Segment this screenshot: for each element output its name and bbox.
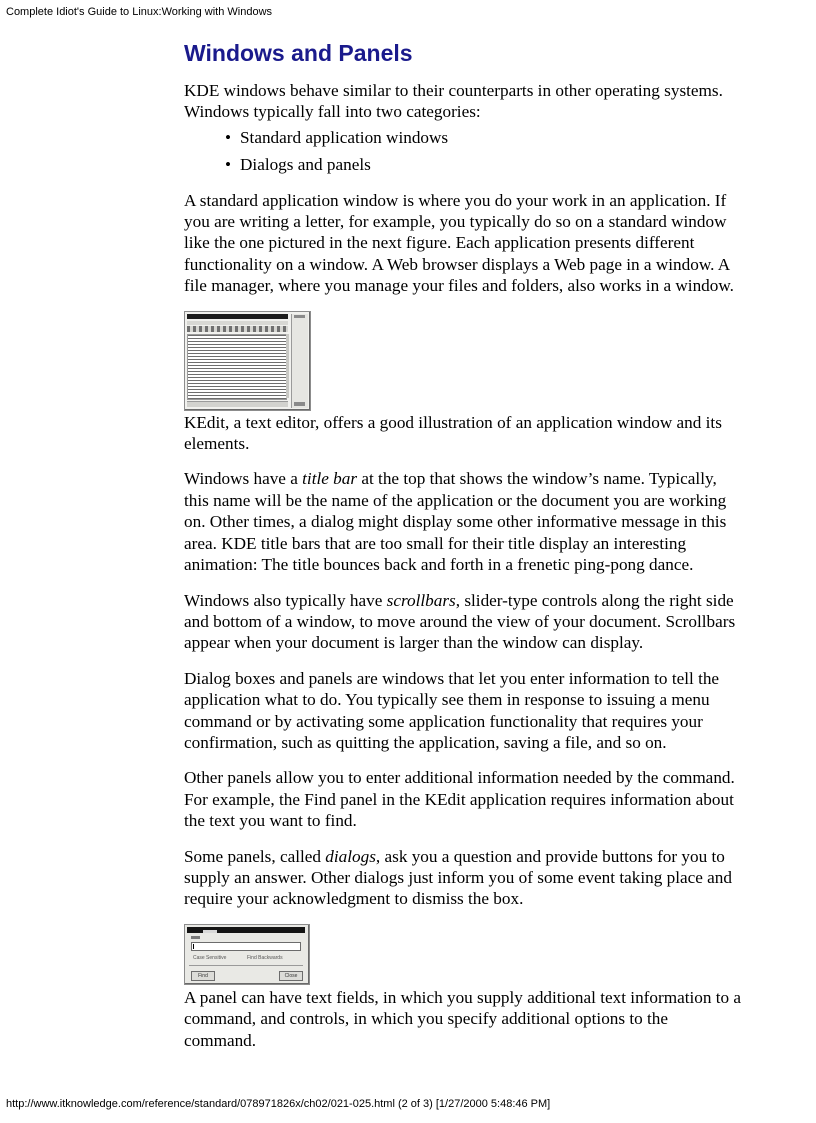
category-list [184,127,744,176]
term-title-bar: title bar [302,469,358,489]
screenshot-scrollbar [286,334,289,398]
screenshot-close-button: Close [279,971,303,981]
term-scrollbars: scrollbars [386,590,456,610]
screenshot-field-label [191,936,200,939]
kedit-window-screenshot [184,311,311,411]
screenshot-menu-bar [187,321,288,325]
list-item: • Dialogs and panels [240,154,744,175]
list-item: • Standard application windows [240,127,744,148]
title-bar-paragraph: Windows have a title bar at the top that shows the window’s name. Typically, this name will be the name of the application or the document you are working on. Other times, a dialog might display some other informative message in this area. KDE title bars that are too small for their title display an interesting animation: The title bounces back and forth in a frenetic ping-pong dance. [184,469,727,575]
screenshot-side-panel [291,314,308,408]
screenshot-toolbar [187,326,288,332]
figure-caption-panel: A panel can have text fields, in which you supply additional text information to a command, and controls, in which you specify additional options to the command. [184,987,742,1050]
screenshot-status-bar [187,401,288,407]
running-footer-url: http://www.itknowledge.com/reference/standard/078971826x/ch02/021-025.html (2 of 3) [1/27/2000 5:48:46 PM] [6,1098,551,1110]
some-panels-paragraph: Some panels, called dialogs, ask you a question and provide buttons for you to supply an answer. Other dialogs just inform you of some event taking place and require your acknowledgment to dismiss the box. [184,846,732,909]
other-panels-paragraph: Other panels allow you to enter additional information needed by the command. For example, the Find panel in the KEdit application requires information about the text you want to find. [184,768,735,831]
term-dialogs: dialogs [325,846,376,866]
screenshot-checkbox-find-backwards: Find Backwards [247,954,283,961]
standard-window-paragraph: A standard application window is where you do your work in an application. If you are writing a letter, for example, you typically do so on a standard window like the one pictured in the next figure. Each application presents different functionality on a window. A Web browser displays a Web page in a window. A file manager, where you manage your files and folders, also works in a window. [184,190,734,296]
screenshot-find-button: Find [191,971,215,981]
figure-caption-kedit: KEdit, a text editor, offers a good illustration of an application window and its elements. [184,412,722,454]
screenshot-title-bar [187,314,288,319]
intro-paragraph: KDE windows behave similar to their counterparts in other operating systems. Windows typically fall into two categories: [184,81,723,122]
dialogs-paragraph: Dialog boxes and panels are windows that let you enter information to tell the application what to do. You typically see them in response to issuing a menu command or by activating some application functionality that requires your confirmation, such as quitting the application, saving a file, and so on. [184,668,720,752]
screenshot-title-bar [187,927,305,933]
screenshot-checkbox-case-sensitive: Case Sensitive [193,954,227,961]
screenshot-text-area [187,334,287,400]
scrollbars-paragraph: Windows also typically have scrollbars, slider-type controls along the right side and bottom of a window, to move around the view of your document. Scrollbars appear when your document is larger than the window can display. [184,590,736,653]
running-header: Complete Idiot's Guide to Linux:Working with Windows [6,6,273,18]
screenshot-text-field [191,942,301,951]
article-content [184,38,744,1065]
page-title: Windows and Panels [184,40,413,66]
find-panel-screenshot [184,924,310,985]
